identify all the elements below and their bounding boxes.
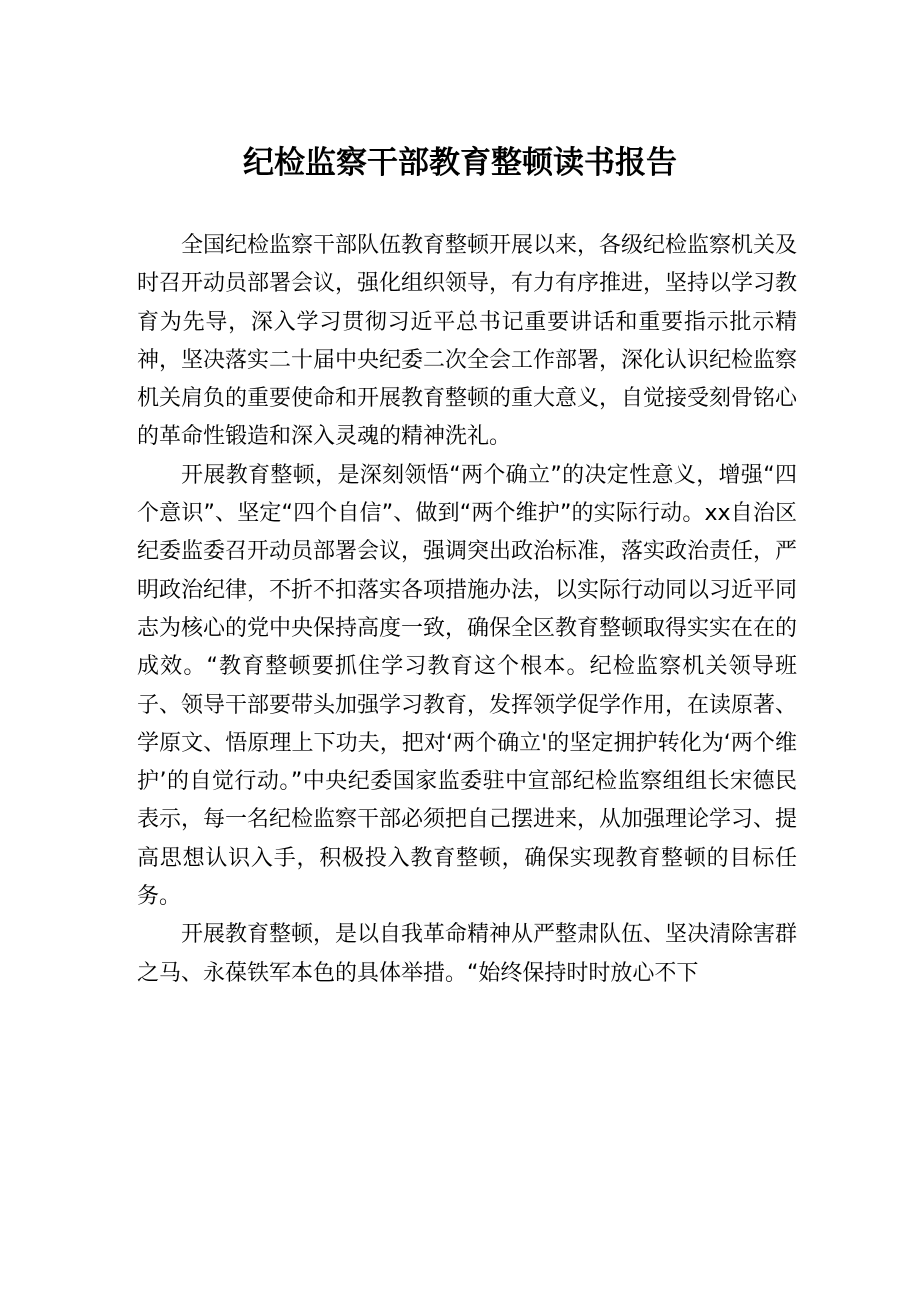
paragraph-1: 全国纪检监察干部队伍教育整顿开展以来，各级纪检监察机关及时召开动员部署会议，强化组织领导，有力有序推进，坚持以学习教育为先导，深入学习贯彻习近平总书记重要讲话和重要指示批示精神，坚决落实二十届中央纪委二次全会工作部署，深化认识纪检监察机关肩负的重要使命和开展教育整顿的重大意义，自觉接受刻骨铭心的革命性锻造和深入灵魂的精神洗礼。 bbox=[137, 233, 798, 450]
paragraph-2: 开展教育整顿，是深刻领悟“两个确立”的决定性意义，增强“四个意识”、坚定“四个自信”、做到“两个维护”的实际行动。xx自治区纪委监委召开动员部署会议，强调突出政治标准，落实政治责任，严明政治纪律，不折不扣落实各项措施办法，以实际行动同以习近平同志为核心的党中央保持高度一致，确保全区教育整顿取得实实在在的成效。“教育整顿要抓住学习教育这个根本。纪检监察机关领导班子、领导干部要带头加强学习教育，发挥领学促学作用，在读原著、学原文、悟原理上下功夫，把对‘两个确立'的坚定拥护转化为‘两个维护’的自觉行动。”中央纪委国家监委驻中宣部纪检监察组组长宋德民表示，每一名纪检监察干部必须把自己摆进来，从加强理论学习、提高思想认识入手，积极投入教育整顿，确保实现教育整顿的目标任务。 bbox=[137, 462, 798, 910]
document-title: 纪检监察干部教育整顿读书报告 bbox=[243, 145, 677, 181]
document-body bbox=[137, 227, 797, 993]
paragraph-3: 开展教育整顿，是以自我革命精神从严整肃队伍、坚决清除害群之马、永葆铁军本色的具体举措。“始终保持时时放心不下 bbox=[137, 922, 798, 986]
